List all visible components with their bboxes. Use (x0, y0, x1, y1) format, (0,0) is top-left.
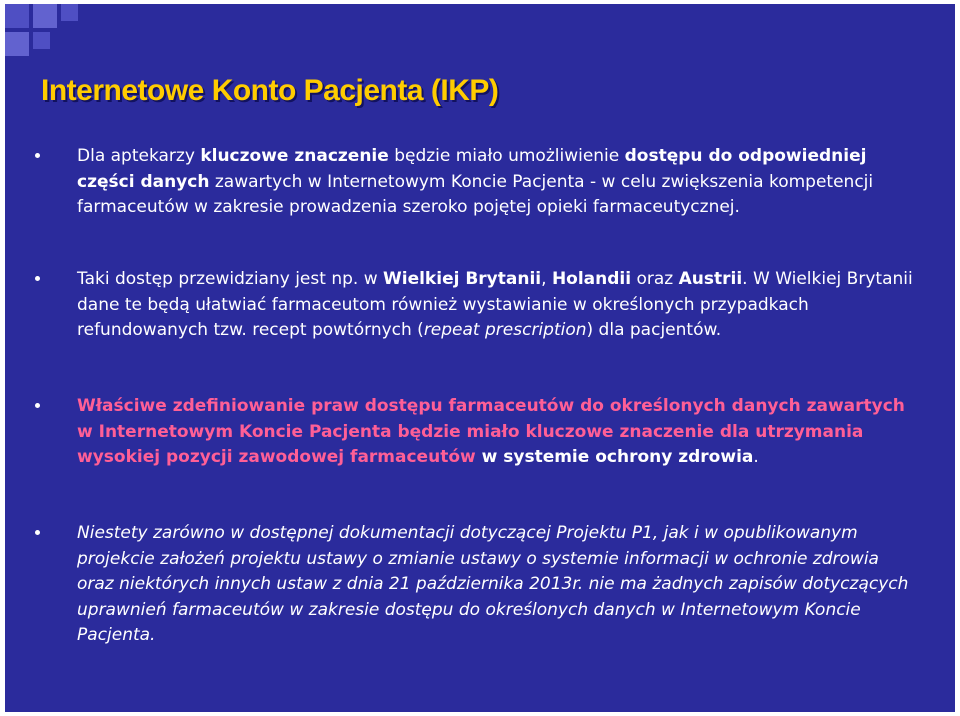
text-segment-bold: w systemie ochrony zdrowia (475, 447, 754, 467)
text-segment: . (753, 447, 759, 467)
bullet-text (77, 521, 915, 649)
bullet-dot-icon (35, 403, 40, 408)
text-segment-bold: Holandii (551, 269, 632, 289)
bullet-dot-icon (35, 530, 40, 535)
bullet-text (77, 394, 915, 471)
text-segment: Dla aptekarzy (77, 146, 201, 166)
decor-square (33, 32, 50, 49)
text-segment: . W Wielkiej Brytanii dane te będą ułatwiać farmaceutom również wystawianie w określonych przypadkach refundowanych tzw. recept powtórnych ( (77, 269, 913, 340)
text-segment: będzie miało umożliwienie (388, 146, 625, 166)
decor-square (5, 32, 29, 56)
text-segment-bold: kluczowe znaczenie (200, 146, 389, 166)
text-segment: Niestety zarówno w dostępnej dokumentacji dotyczącej Projektu P1, jak i w opublikowanym projekcie założeń projektu ustawy o zmianie ustawy o systemie informacji w ochronie zdrowia oraz niektórych innych ustaw z dnia 21 października 2013r. nie ma żadnych zapisów dotyczących uprawnień farmaceutów w zakresie dostępu do określonych danych w Internetowym Koncie Pacjenta. (77, 523, 909, 645)
text-segment-bold: Austrii (678, 269, 743, 289)
bullet-dot-icon (35, 153, 40, 158)
bullet-item (35, 144, 915, 221)
bullet-dot-icon (35, 276, 40, 281)
text-segment-bold: Wielkiej Brytanii (383, 269, 542, 289)
slide (5, 4, 955, 712)
bullet-text (77, 267, 915, 344)
bullet-text (77, 144, 915, 221)
slide-title: Internetowe Konto Pacjenta (IKP) (41, 74, 499, 107)
text-segment-italic: repeat prescription (423, 320, 587, 340)
text-segment-bold: dostępu do odpowiedniej części danych (77, 146, 867, 192)
bullet-item (35, 521, 915, 649)
text-segment: Taki dostęp przewidziany jest np. w (77, 269, 383, 289)
decor-square (5, 4, 29, 28)
decor-square (61, 4, 78, 21)
bullet-item (35, 394, 915, 471)
text-segment: zawartych w Internetowym Koncie Pacjenta - w celu zwiększenia kompetencji farmaceutów w zakresie prowadzenia szeroko pojętej opieki farmaceutycznej. (77, 171, 874, 217)
text-segment: oraz (631, 269, 679, 289)
text-segment: ) dla pacjentów. (586, 320, 722, 340)
text-segment-highlight: Właściwe zdefiniowanie praw dostępu farmaceutów do określonych danych zawartych w Internetowym Koncie Pacjenta będzie miało kluczowe znaczenie dla utrzymania wysokiej pozycji zawodowej farmaceutów (77, 396, 905, 467)
text-segment: , (541, 269, 552, 289)
bullet-item (35, 267, 915, 344)
decor-square (33, 4, 57, 28)
